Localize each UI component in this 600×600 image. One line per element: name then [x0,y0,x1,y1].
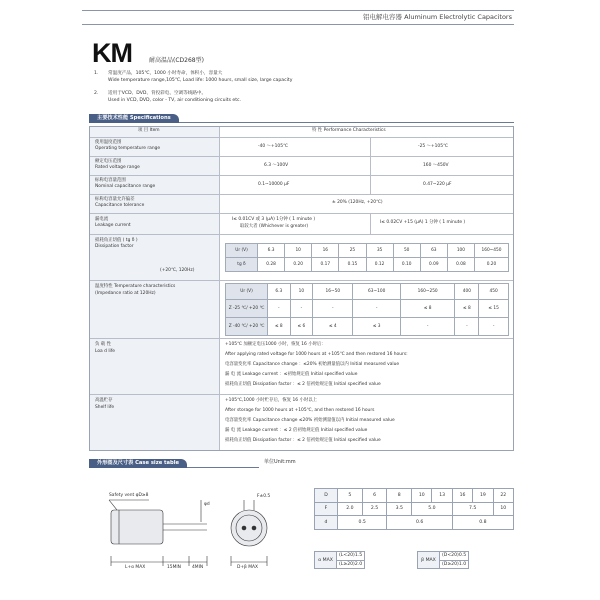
tc-cn: 温度特性 Temperature characteristics [95,284,176,289]
tc-ur-cell: 160~250 [400,284,455,300]
end-view-lead-1 [242,526,246,530]
tc-z40-cell: - [400,318,455,336]
col-header-performance: 特 性 Performance Characteristics [312,128,386,133]
feature-2-en: Used in VCD, DVD, color - TV, air conditioning circuits etc. [108,98,242,103]
df-tg-cell: 0.15 [339,258,366,272]
df-tg-cell: 0.17 [312,258,339,272]
shelf-line-3: 电容量变化率 Capacitance change ≤20% 初始测量值以内 Initial measured value [225,418,395,423]
tc-ur-label: Ur (V) [226,284,268,300]
end-view-lead-2 [252,526,256,530]
tc-ur-cell: 450 [479,284,509,300]
volt-high: 160 ～450V [423,163,449,168]
row-shelf-life [90,394,513,452]
df-tg-cell: 0.09 [420,258,447,272]
load-line-4: 漏 电 流 Leakage current ：≤初始规定值 Initial specified value [225,372,358,377]
tc-z40-cell: ≤ 6 [290,318,313,336]
leak-cn: 漏电流 [95,217,109,222]
df-ur-cell: 100 [447,244,474,258]
leak-low: I≤ 0.01CV 或 3 (μA) 1分钟 ( 1 minute ) [232,217,316,222]
df-tg-cell: 0.12 [366,258,393,272]
feature-1-num: 1. [94,71,99,76]
vent-leader [109,500,117,510]
specs-section-bar [89,114,514,123]
diameter-label: D+β MAX [237,565,259,570]
temp-en: Operating temperature range [95,146,161,151]
row-load-life [90,338,513,394]
row-capacitance-range [90,175,513,194]
case-d-cell: 0.5 [338,516,387,530]
lead1-label: 15MIN [167,565,181,570]
lead2-label: 4MIN [192,565,204,570]
specifications-table [89,126,514,451]
load-cn: 负 载 性 [95,342,111,347]
df-ur-cell: 25 [339,244,366,258]
leak-en: Leakage current [95,223,131,228]
beta-row-1: (D<20)0.5 [440,552,469,561]
case-F-cell: 2.5 [362,502,387,516]
feature-1-en: Wide temperature range,105℃, Load life: 1000 hours, small size, large capacity [108,78,293,83]
tc-z40-cell: ≤ 3 [353,318,400,336]
df-en: Dissipation factor [95,244,134,249]
cap-divider [370,176,371,195]
tc-en: (Impedance ratio at 120Hz) [95,291,156,296]
end-view-circle [231,510,267,546]
alpha-table [314,551,365,569]
case-D-cell: 5 [338,489,363,503]
tc-z25-cell: - [353,300,400,318]
specs-section-title: 主要技术性能 Specifications [89,114,179,123]
header-rule-top [82,10,514,11]
tc-z25-cell: ≤ 8 [455,300,479,318]
tc-z40-cell: ≤ 8 [268,318,291,336]
shelf-line-2: After storage for 1000 hours at +105℃, and then restored 16 hours [225,408,375,413]
case-D-cell: 19 [473,489,493,503]
case-D-cell: 8 [387,489,412,503]
alpha-label: α MAX [315,552,337,569]
row-dissipation-factor [90,234,513,280]
cap-en: Nominal capacitance range [95,184,156,189]
cap-high: 0.47~220 μF [423,182,452,187]
temp-high-volt: -25 ～+105℃ [418,144,448,149]
df-ur-label: Ur (V) [226,244,258,258]
case-size-table [314,488,514,530]
load-line-3: 电容量变化率 Capacitance change ：≤20% 初始测量值以内 Initial measured value [225,362,400,367]
tol-en: Capacitance tolerance [95,203,145,208]
volt-en: Rated voltage range [95,165,140,170]
temp-low-volt: -40 ～+105℃ [258,144,288,149]
volt-divider [370,157,371,176]
shelf-line-1: +105℃,1000 小时贮存后，恢复 16 小时以上 [225,398,318,403]
df-ur-cell: 160~450 [475,244,509,258]
case-D-cell: 16 [452,489,472,503]
df-condition: (+20℃, 120Hz) [160,268,195,273]
phi-d-label: φd [204,502,210,507]
f-label: F±0.5 [257,494,271,499]
beta-label: β MAX [418,552,440,569]
header-title: 铝电解电容器 Aluminum Electrolytic Capacitors [363,13,512,21]
feature-2-num: 2. [94,91,99,96]
df-tg-label: tg δ [226,258,258,272]
case-D-cell: 13 [432,489,452,503]
tc-z25-cell: ≤ 15 [479,300,509,318]
feature-1-cn: 常温度产品，105℃，1000 小时寿命，体积小，容量大 [108,71,223,76]
tol-cn: 标称电容量允许偏差 [95,197,135,202]
tc-z40-label: Z -40 ℃/ +20 ℃ [226,318,268,336]
series-subtitle: 耐高温品(CD268型) [149,57,204,64]
case-D-cell: 22 [493,489,513,503]
cap-low: 0.1~10000 μF [258,182,290,187]
tc-z40-cell: - [455,318,479,336]
case-D-label: D [315,489,338,503]
case-unit: 单位Unit:mm [264,459,296,465]
tc-table [225,283,509,336]
row-tolerance [90,194,513,213]
header-rule-bottom [82,24,514,25]
df-tg-cell: 0.28 [258,258,285,272]
capacitor-dimension-drawing [89,470,269,580]
load-line-2: After applying rated voltage for 1000 hours at +105℃ and then restored 16 hours: [225,352,408,357]
tc-ur-cell: 16~50 [313,284,353,300]
load-en: Loa d life [95,349,116,354]
safety-vent-label: Safety vent φD≥8 [109,493,149,498]
case-d-cell: 0.8 [452,516,513,530]
row-leakage-current [90,213,513,234]
row-temperature-characteristics [90,280,513,338]
tol-value: ± 20% (120Hz, +20℃) [332,200,383,205]
shelf-line-4: 漏 电 流 Leakage current ：≤ 2 倍初始规定值 Initial specified value [225,428,368,433]
tc-ur-cell: 63~100 [353,284,400,300]
tc-z40-cell: ≤ 4 [313,318,353,336]
case-F-cell: 2.0 [338,502,363,516]
tc-z25-cell: ≤ 8 [400,300,455,318]
temp-cn: 使用温度范围 [95,140,122,145]
row-rated-voltage [90,156,513,175]
case-D-cell: 6 [362,489,387,503]
df-tg-cell: 0.20 [285,258,312,272]
load-line-1: +105℃ 加额定电压1000 小时，恢复 16 小时后： [225,342,326,347]
alpha-row-1: (L<20)1.5 [337,552,365,561]
case-d-label: d [315,516,338,530]
beta-row-2: (D≥20)1.0 [440,560,469,569]
volt-low: 6.3 ～100V [264,163,289,168]
df-ur-cell: 10 [285,244,312,258]
case-F-cell: 10 [493,502,513,516]
load-line-5: 损耗角正切值 Dissipation factor ：≤ 2 倍初始规定值 Initial specified value [225,382,381,387]
col-header-item: 项 目 Item [138,128,160,133]
volt-cn: 额定电压范围 [95,159,122,164]
tc-ur-cell: 10 [290,284,313,300]
df-ur-cell: 63 [420,244,447,258]
row-temperature [90,137,513,156]
case-D-cell: 10 [412,489,432,503]
series-name: KM [92,38,132,68]
case-F-cell: 7.5 [452,502,493,516]
length-label: L+α MAX [125,565,146,570]
tc-z25-cell: - [290,300,313,318]
shelf-cn: 高温贮存 [95,398,113,403]
case-area [89,470,514,585]
df-tg-cell: 0.20 [475,258,509,272]
tc-z25-cell: - [313,300,353,318]
df-table [225,243,509,272]
case-F-label: F [315,502,338,516]
case-F-cell: 3.5 [387,502,412,516]
tc-ur-cell: 400 [455,284,479,300]
temp-divider [370,138,371,157]
cap-cn: 标称电容量范围 [95,178,126,183]
feature-2 [94,90,242,104]
alpha-row-2: (L≥20)2.0 [337,560,365,569]
tc-z40-cell: - [479,318,509,336]
df-tg-cell: 0.08 [447,258,474,272]
case-section-bar [89,459,259,468]
shelf-en: Shelf life [95,405,115,410]
feature-2-cn: 适用于VCD、DVD、背投彩电、空调等线路中。 [108,91,207,96]
case-d-cell: 0.6 [387,516,452,530]
df-ur-cell: 35 [366,244,393,258]
leak-divider [370,214,371,235]
tc-z25-cell: - [268,300,291,318]
df-cn: 损耗角正切值 ( tg δ ) [95,238,138,243]
tc-z25-label: Z -25 ℃/ +20 ℃ [226,300,268,318]
case-F-cell: 5.0 [412,502,453,516]
df-ur-cell: 16 [312,244,339,258]
case-section-title: 外形图及尺寸表 Case size table [89,459,187,468]
shelf-line-5: 损耗角正切值 Dissipation factor ：≤ 2 倍初始规定值 Initial specified value [225,438,381,443]
beta-table [417,551,469,569]
feature-1 [94,70,293,84]
df-tg-cell: 0.10 [393,258,420,272]
df-ur-cell: 6.3 [258,244,285,258]
leak-low-note: 取较大者 (Whichever is greater) [240,224,309,229]
tc-ur-cell: 6.3 [268,284,291,300]
leak-high: I≤ 0.02CV +15 (μA) 1 分钟 ( 1 minute ) [380,220,466,225]
df-ur-cell: 50 [393,244,420,258]
